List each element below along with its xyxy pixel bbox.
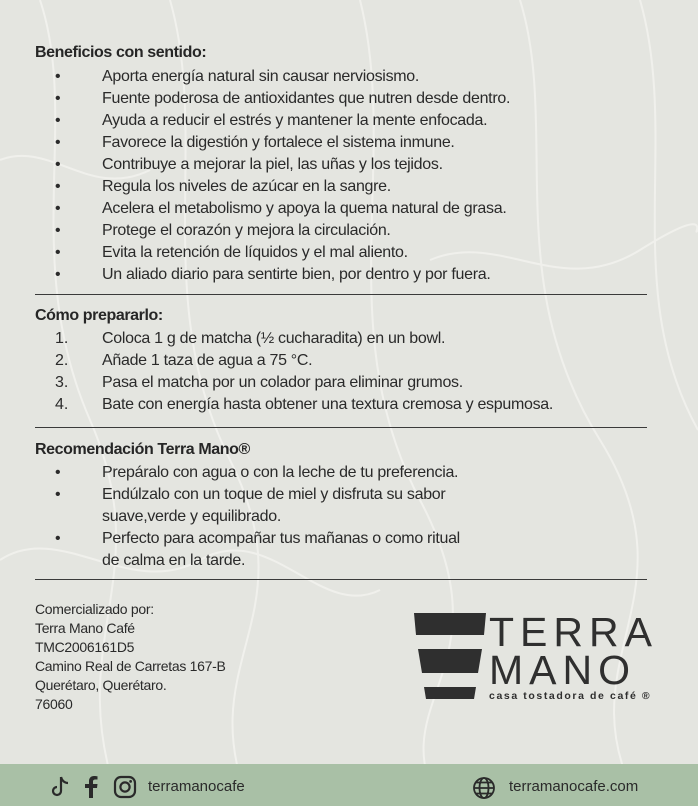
recommendation-title: Recomendación Terra Mano®: [35, 441, 250, 458]
step-text: Añade 1 taza de agua a 75 °C.: [102, 352, 313, 369]
bullet-icon: •: [55, 156, 61, 173]
benefit-item: Evita la retención de líquidos y el mal aliento.: [102, 244, 408, 261]
seller-line: 76060: [35, 696, 73, 712]
step-number: 3.: [55, 374, 69, 391]
benefit-item: Acelera el metabolismo y apoya la quema natural de grasa.: [102, 200, 507, 217]
seller-line: TMC2006161D5: [35, 639, 135, 655]
benefit-item: Protege el corazón y mejora la circulación.: [102, 222, 391, 239]
benefit-item: Contribuye a mejorar la piel, las uñas y los tejidos.: [102, 156, 443, 173]
divider: [35, 579, 647, 580]
step-number: 4.: [55, 396, 69, 413]
recommendation-item: Perfecto para acompañar tus mañanas o como ritual: [102, 530, 460, 547]
step-text: Coloca 1 g de matcha (½ cucharadita) en un bowl.: [102, 330, 446, 347]
benefit-item: Aporta energía natural sin causar nerviosismo.: [102, 68, 420, 85]
seller-line: Camino Real de Carretas 167-B: [35, 658, 226, 674]
bullet-icon: •: [55, 222, 61, 239]
benefit-item: Un aliado diario para sentirte bien, por dentro y por fuera.: [102, 266, 491, 283]
bullet-icon: •: [55, 178, 61, 195]
bullet-icon: •: [55, 464, 61, 481]
cup-logo-icon: [412, 611, 488, 701]
bullet-icon: •: [55, 530, 61, 547]
benefit-item: Favorece la digestión y fortalece el sistema inmune.: [102, 134, 455, 151]
divider: [35, 427, 647, 428]
preparation-title: Cómo prepararlo:: [35, 307, 163, 324]
step-number: 2.: [55, 352, 69, 369]
benefits-title: Beneficios con sentido:: [35, 44, 207, 61]
tiktok-icon[interactable]: [50, 776, 70, 803]
logo-word-terra: TERRA: [489, 609, 658, 655]
benefit-item: Regula los niveles de azúcar en la sangre.: [102, 178, 391, 195]
website-link[interactable]: terramanocafe.com: [509, 778, 639, 795]
recommendation-item: Prepáralo con agua o con la leche de tu preferencia.: [102, 464, 459, 481]
bullet-icon: •: [55, 200, 61, 217]
benefit-item: Fuente poderosa de antioxidantes que nutren desde dentro.: [102, 90, 511, 107]
step-number: 1.: [55, 330, 69, 347]
bullet-icon: •: [55, 244, 61, 261]
bullet-icon: •: [55, 90, 61, 107]
divider: [35, 294, 647, 295]
benefit-item: Ayuda a reducir el estrés y mantener la mente enfocada.: [102, 112, 488, 129]
step-text: Bate con energía hasta obtener una textura cremosa y espumosa.: [102, 396, 554, 413]
bullet-icon: •: [55, 68, 61, 85]
facebook-icon[interactable]: [84, 776, 98, 803]
logo-word-mano: MANO: [489, 647, 636, 693]
seller-line: Querétaro, Querétaro.: [35, 677, 167, 693]
recommendation-item-continued: suave,verde y equilibrado.: [102, 508, 281, 525]
bullet-icon: •: [55, 112, 61, 129]
logo-tagline: casa tostadora de café ®: [489, 690, 652, 702]
globe-icon: [472, 776, 496, 805]
instagram-icon[interactable]: [113, 775, 137, 804]
bullet-icon: •: [55, 486, 61, 503]
recommendation-item: Endúlzalo con un toque de miel y disfruta su sabor: [102, 486, 446, 503]
recommendation-item-continued: de calma en la tarde.: [102, 552, 246, 569]
seller-line: Terra Mano Café: [35, 620, 135, 636]
social-handle[interactable]: terramanocafe: [148, 778, 245, 795]
bullet-icon: •: [55, 134, 61, 151]
footer-band: [0, 764, 698, 806]
seller-line: Comercializado por:: [35, 601, 154, 617]
bullet-icon: •: [55, 266, 61, 283]
step-text: Pasa el matcha por un colador para eliminar grumos.: [102, 374, 463, 391]
